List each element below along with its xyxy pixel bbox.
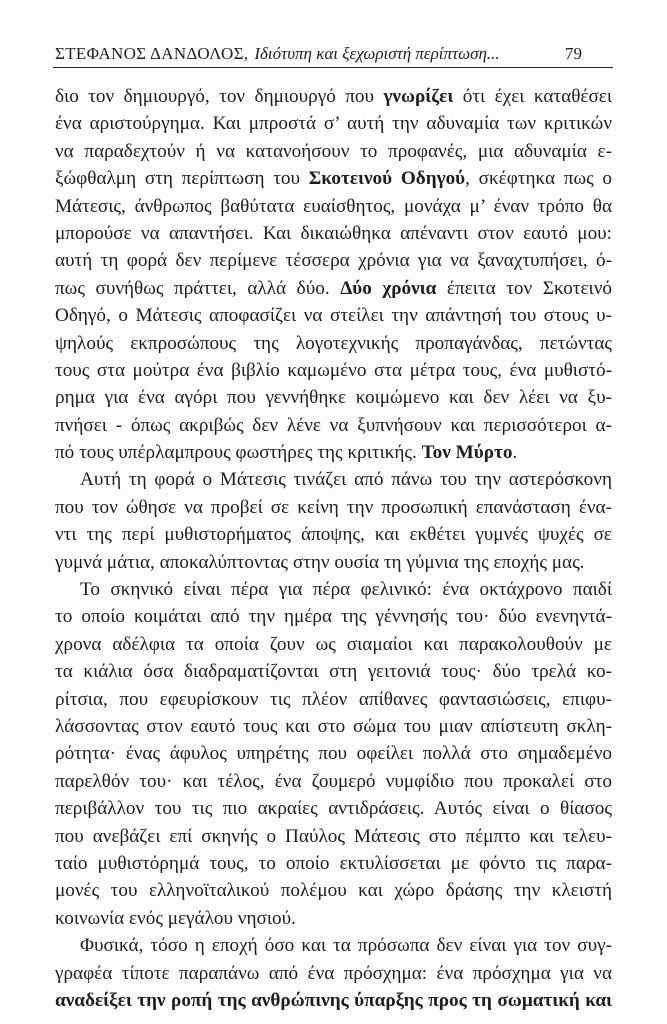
text-line [55, 795, 612, 822]
text-line [55, 357, 612, 384]
bold-text: Σκοτεινού Οδηγού [308, 168, 466, 190]
paragraph [55, 83, 612, 466]
text-line [55, 412, 612, 439]
text-run: ταίο μυθιστόρημά τους, το οποίο εκτυλίσσεται με φόντο τις παρα- [55, 852, 612, 874]
text-run: μονές του ελληνοϊταλικού πολέμου και χώρο δράσης την κλειστή [55, 880, 612, 902]
paragraph [55, 576, 612, 932]
text-line [55, 220, 612, 247]
text-run: τα κιάλια όσα διαδραματίζονται στη γειτονιά τους· δύο τρελά κο- [55, 661, 612, 683]
text-run: το οποίο κοιμάται από την ημέρα της γέννησής του· δύο ενενηντά- [55, 606, 612, 628]
text-run: Μάτεσις, άνθρωπος βαθύτατα ευαίσθητος, μονάχα μ’ έναν τρόπο θα [55, 195, 612, 217]
text-line [55, 494, 612, 521]
bold-text: γνωρίζει [383, 86, 454, 107]
text-run: ένα αριστούργημα. Και μπροστά σ’ αυτή την αδυναμία των κριτικών [55, 113, 612, 135]
text-line [55, 549, 612, 576]
text-run: χρονα αδέλφια τα οποία ζουν ως σιαμαίοι και παρακολουθούν με [55, 633, 612, 655]
text-run: ρότητα· ένας άφυλος υπηρέτης που οφείλει πολλά στο σημαδεμένο [55, 743, 612, 765]
text-run: ρίτσια, που εφευρίσκουν τις πλέον απίθανες φαντασιώσεις, επιφυ- [55, 688, 612, 710]
text-run: κοινωνία ενός μεγάλου νησιού. [55, 907, 296, 929]
text-run: διο τον δημιουργό, τον δημιουργό που [55, 86, 384, 107]
header-rule [53, 67, 613, 68]
page-number: 79 [565, 44, 582, 63]
running-header [55, 44, 612, 66]
text-line [55, 631, 612, 658]
paragraph [55, 466, 612, 576]
text-run: πως συνήθως πράττει, αλλά δύο. [55, 277, 341, 299]
text-run: μπορούσε να απαντήσει. Και δικαιώθηκα απέναντι στον εαυτό μου: [55, 222, 612, 244]
text-run: έπειτα τον Σκοτεινό [436, 277, 612, 299]
text-line [55, 686, 612, 713]
text-line [55, 713, 612, 740]
text-line [55, 823, 612, 850]
text-line [55, 275, 612, 302]
paragraph [55, 932, 612, 1014]
text-line [55, 83, 612, 110]
text-line [55, 768, 612, 795]
text-line [55, 987, 612, 1014]
header-chapter-title: Ιδιότυπη και ξεχωριστή περίπτωση... [254, 44, 500, 63]
text-run: που ανεβάζει επί σκηνής ο Παύλος Μάτεσις στο πέμπτο και τελευ- [55, 825, 612, 847]
text-run: , σκέφτηκα πως ο [465, 168, 612, 190]
text-run: πνήσει - όπως ακριβώς δεν λένε να ξυπνήσουν και περισσότεροι α- [55, 414, 612, 436]
text-run: ρημα για ένα αγόρι που γεννήθηκε κοιμώμενο και δεν λέει να ξυ- [55, 387, 612, 409]
text-line [55, 877, 612, 904]
text-run: Φυσικά, τόσο η εποχή όσο και τα πρόσωπα δεν είναι για τον συγ- [80, 935, 612, 957]
text-run: ντι της περί μυθιστορήματος άποψης, και εκθέτει γυμνές ψυχές σε [55, 524, 612, 546]
text-line [55, 193, 612, 220]
text-run: . [512, 442, 518, 464]
text-run: Οδηγό, ο Μάτεσις αποφασίζει να στείλει την απάντησή του στους υ- [55, 305, 612, 327]
text-line [55, 302, 612, 329]
text-run: ότι έχει καταθέσει [453, 86, 613, 107]
text-line [55, 576, 612, 603]
header-author: ΣΤΕΦΑΝΟΣ ΔΑΝΔΟΛΟΣ, [55, 44, 249, 63]
text-line [55, 740, 612, 767]
text-line [55, 384, 612, 411]
text-line [55, 138, 612, 165]
text-line [55, 439, 612, 466]
bold-text: Δύο χρόνια [340, 277, 437, 299]
text-line [55, 330, 612, 357]
text-run: που τον ώθησε να προβεί σε κείνη την προσωπική επανάσταση ένα- [55, 496, 612, 518]
text-run: λάσσοντας στον εαυτό τους και στο σώμα του μιαν απίστευτη σκλη- [55, 715, 612, 737]
text-run: Αυτή τη φορά ο Μάτεσις τινάζει από πάνω του την αστερόσκονη [80, 469, 612, 491]
text-line [55, 165, 612, 192]
text-line [55, 850, 612, 877]
text-line [55, 521, 612, 548]
text-run: τους στα μούτρα ένα βιβλίο καμωμένο στα μέτρα τους, ένα μυθιστό- [55, 359, 612, 381]
text-line [55, 905, 612, 932]
text-run: ξώφθαλμη στη περίπτωση του [55, 168, 309, 190]
text-run: Το σκηνικό είναι πέρα για πέρα φελινικό: ένα οκτάχρονο παιδί [80, 579, 612, 601]
text-run: ψηλούς εκπροσώπους της λογοτεχνικής προπαγάνδας, πετώντας [55, 332, 612, 354]
text-line [55, 603, 612, 630]
text-run: αυτή τη φορά δεν περίμενε τέσσερα χρόνια για να ξαναχτυπήσει, ό- [55, 250, 612, 272]
text-line [55, 110, 612, 137]
text-line [55, 932, 612, 959]
body-text [55, 83, 612, 1014]
text-run: πό τους υπέρλαμπρους φωστήρες της κριτικής. [55, 442, 422, 464]
bold-text: αναδείξει την ροπή της ανθρώπινης ύπαρξης προς τη σωματική και [55, 989, 612, 1011]
bold-text: Τον Μύρτο [421, 442, 513, 464]
text-run: γυμνά μάτια, αποκαλύπτοντας στην ουσία τη γύμνια της εποχής μας. [55, 551, 585, 573]
text-line [55, 960, 612, 987]
text-run: παρελθόν του· και τέλος, ένα ζουμερό νυμφίδιο που προκαλεί στο [55, 770, 612, 792]
text-run: γραφέα τίποτε παραπάνω από ένα πρόσχημα: ένα πρόσχημα για να [55, 962, 612, 984]
text-line [55, 466, 612, 493]
text-run: να παραδεχτούν ή να κατανοήσουν το προφανές, μια αδυναμία ε- [55, 140, 612, 162]
text-run: περιβάλλον του τις πιο ακραίες αντιδράσεις. Αυτός είναι ο θίασος [55, 798, 612, 820]
text-line [55, 658, 612, 685]
text-line [55, 247, 612, 274]
